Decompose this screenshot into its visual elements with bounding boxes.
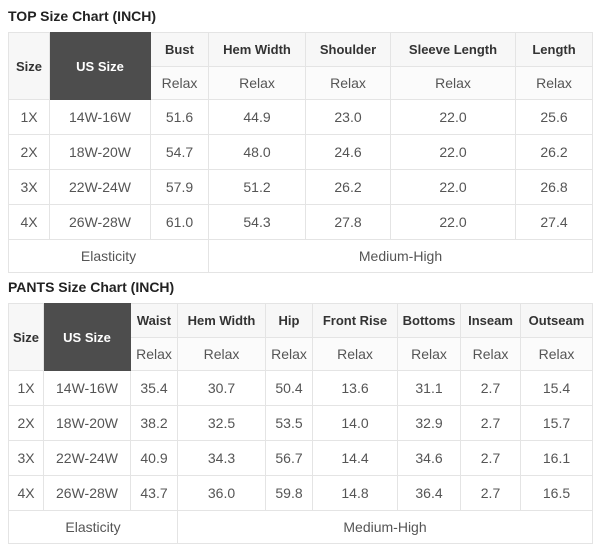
elasticity-label-cell: Elasticity bbox=[9, 511, 178, 544]
measurement-cell: 30.7 bbox=[178, 371, 266, 406]
measurement-cell: 16.1 bbox=[521, 441, 593, 476]
measurement-cell: 56.7 bbox=[266, 441, 313, 476]
column-header-cell: Hem Width bbox=[178, 304, 266, 338]
measurement-cell: 22.0 bbox=[391, 100, 516, 135]
measurement-cell: 61.0 bbox=[151, 205, 209, 240]
measurement-cell: 24.6 bbox=[306, 135, 391, 170]
us-size-cell: 22W-24W bbox=[44, 441, 131, 476]
column-header-cell: Inseam bbox=[461, 304, 521, 338]
column-header-cell: Sleeve Length bbox=[391, 33, 516, 67]
size-cell: 2X bbox=[9, 135, 50, 170]
measurement-cell: 59.8 bbox=[266, 476, 313, 511]
measurement-cell: 50.4 bbox=[266, 371, 313, 406]
size-row bbox=[9, 205, 593, 240]
fit-type-cell: Relax bbox=[521, 338, 593, 371]
size-chart-page bbox=[0, 8, 600, 544]
size-row bbox=[9, 170, 593, 205]
size-cell: 1X bbox=[9, 371, 44, 406]
measurement-cell: 53.5 bbox=[266, 406, 313, 441]
size-row bbox=[9, 406, 593, 441]
measurement-cell: 34.3 bbox=[178, 441, 266, 476]
column-header-cell: Bottoms bbox=[398, 304, 461, 338]
measurement-cell: 14.0 bbox=[313, 406, 398, 441]
measurement-cell: 2.7 bbox=[461, 476, 521, 511]
fit-type-cell: Relax bbox=[178, 338, 266, 371]
measurement-cell: 2.7 bbox=[461, 406, 521, 441]
measurement-cell: 2.7 bbox=[461, 371, 521, 406]
measurement-cell: 54.7 bbox=[151, 135, 209, 170]
column-header-row bbox=[9, 304, 593, 338]
measurement-cell: 26.2 bbox=[516, 135, 593, 170]
column-header-cell: Hem Width bbox=[209, 33, 306, 67]
size-header-cell: Size bbox=[9, 33, 50, 100]
measurement-cell: 13.6 bbox=[313, 371, 398, 406]
us-size-header-cell: US Size bbox=[50, 33, 151, 100]
measurement-cell: 48.0 bbox=[209, 135, 306, 170]
size-row bbox=[9, 441, 593, 476]
size-cell: 3X bbox=[9, 170, 50, 205]
column-header-row bbox=[9, 33, 593, 67]
measurement-cell: 36.0 bbox=[178, 476, 266, 511]
measurement-cell: 51.6 bbox=[151, 100, 209, 135]
measurement-cell: 35.4 bbox=[131, 371, 178, 406]
elasticity-value-cell: Medium-High bbox=[209, 240, 593, 273]
measurement-cell: 2.7 bbox=[461, 441, 521, 476]
column-header-cell: Bust bbox=[151, 33, 209, 67]
measurement-cell: 31.1 bbox=[398, 371, 461, 406]
measurement-cell: 32.5 bbox=[178, 406, 266, 441]
column-header-cell: Outseam bbox=[521, 304, 593, 338]
fit-type-cell: Relax bbox=[516, 67, 593, 100]
pants-size-table bbox=[8, 303, 593, 544]
pants-chart-title: PANTS Size Chart (INCH) bbox=[8, 279, 175, 295]
size-row bbox=[9, 371, 593, 406]
fit-type-cell: Relax bbox=[266, 338, 313, 371]
column-header-cell: Front Rise bbox=[313, 304, 398, 338]
fit-type-cell: Relax bbox=[131, 338, 178, 371]
measurement-cell: 14.8 bbox=[313, 476, 398, 511]
measurement-cell: 15.7 bbox=[521, 406, 593, 441]
fit-type-cell: Relax bbox=[461, 338, 521, 371]
measurement-cell: 51.2 bbox=[209, 170, 306, 205]
measurement-cell: 32.9 bbox=[398, 406, 461, 441]
pants-size-chart-section bbox=[8, 279, 592, 544]
measurement-cell: 26.2 bbox=[306, 170, 391, 205]
elasticity-value-cell: Medium-High bbox=[178, 511, 593, 544]
fit-type-cell: Relax bbox=[398, 338, 461, 371]
us-size-cell: 14W-16W bbox=[44, 371, 131, 406]
measurement-cell: 16.5 bbox=[521, 476, 593, 511]
us-size-cell: 18W-20W bbox=[44, 406, 131, 441]
column-header-cell: Hip bbox=[266, 304, 313, 338]
measurement-cell: 23.0 bbox=[306, 100, 391, 135]
us-size-cell: 26W-28W bbox=[44, 476, 131, 511]
size-cell: 3X bbox=[9, 441, 44, 476]
size-cell: 1X bbox=[9, 100, 50, 135]
fit-type-cell: Relax bbox=[313, 338, 398, 371]
size-header-cell: Size bbox=[9, 304, 44, 371]
us-size-cell: 18W-20W bbox=[50, 135, 151, 170]
fit-type-cell: Relax bbox=[209, 67, 306, 100]
measurement-cell: 43.7 bbox=[131, 476, 178, 511]
top-size-table bbox=[8, 32, 593, 273]
measurement-cell: 15.4 bbox=[521, 371, 593, 406]
measurement-cell: 14.4 bbox=[313, 441, 398, 476]
size-row bbox=[9, 135, 593, 170]
measurement-cell: 54.3 bbox=[209, 205, 306, 240]
size-cell: 4X bbox=[9, 205, 50, 240]
measurement-cell: 36.4 bbox=[398, 476, 461, 511]
elasticity-row bbox=[9, 511, 593, 544]
size-cell: 4X bbox=[9, 476, 44, 511]
column-header-cell: Waist bbox=[131, 304, 178, 338]
measurement-cell: 27.4 bbox=[516, 205, 593, 240]
us-size-cell: 14W-16W bbox=[50, 100, 151, 135]
measurement-cell: 22.0 bbox=[391, 170, 516, 205]
measurement-cell: 27.8 bbox=[306, 205, 391, 240]
fit-type-cell: Relax bbox=[151, 67, 209, 100]
measurement-cell: 57.9 bbox=[151, 170, 209, 205]
measurement-cell: 22.0 bbox=[391, 135, 516, 170]
column-header-cell: Shoulder bbox=[306, 33, 391, 67]
measurement-cell: 34.6 bbox=[398, 441, 461, 476]
column-header-cell: Length bbox=[516, 33, 593, 67]
top-chart-title: TOP Size Chart (INCH) bbox=[8, 8, 157, 24]
size-row bbox=[9, 476, 593, 511]
us-size-cell: 22W-24W bbox=[50, 170, 151, 205]
elasticity-row bbox=[9, 240, 593, 273]
fit-type-cell: Relax bbox=[391, 67, 516, 100]
measurement-cell: 25.6 bbox=[516, 100, 593, 135]
fit-type-cell: Relax bbox=[306, 67, 391, 100]
elasticity-label-cell: Elasticity bbox=[9, 240, 209, 273]
size-cell: 2X bbox=[9, 406, 44, 441]
measurement-cell: 44.9 bbox=[209, 100, 306, 135]
top-size-chart-section bbox=[8, 8, 592, 273]
measurement-cell: 40.9 bbox=[131, 441, 178, 476]
measurement-cell: 38.2 bbox=[131, 406, 178, 441]
measurement-cell: 26.8 bbox=[516, 170, 593, 205]
us-size-header-cell: US Size bbox=[44, 304, 131, 371]
measurement-cell: 22.0 bbox=[391, 205, 516, 240]
size-row bbox=[9, 100, 593, 135]
us-size-cell: 26W-28W bbox=[50, 205, 151, 240]
